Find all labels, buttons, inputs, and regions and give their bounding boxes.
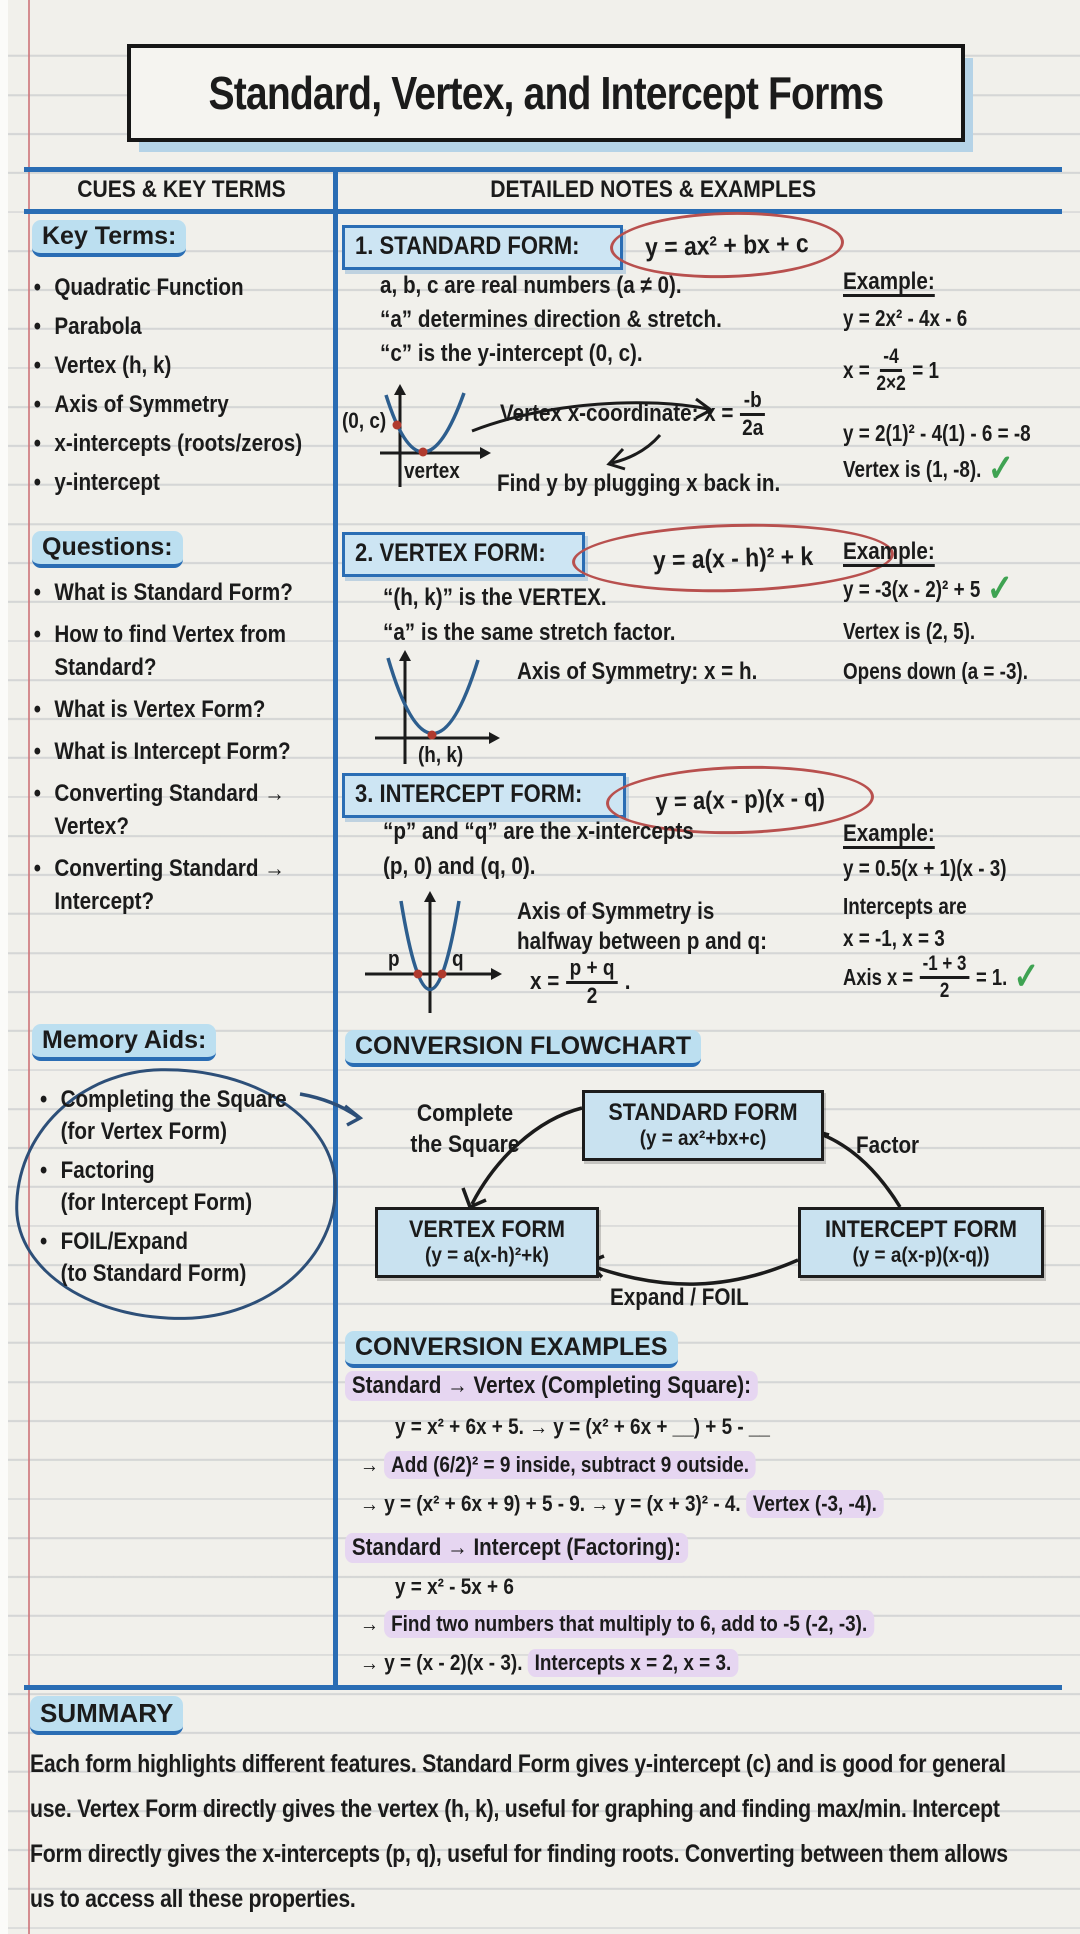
- example-equation: y = 2x² - 4x - 6: [843, 305, 968, 331]
- example-heading: Example:: [843, 820, 935, 847]
- intercept-note-line: (p, 0) and (q, 0).: [383, 853, 536, 880]
- page-title: Standard, Vertex, and Intercept Forms: [208, 67, 884, 119]
- fraction: $\frac{-b}{2a}$: [742, 387, 764, 440]
- standard-note-line: “a” determines direction & stretch.: [380, 306, 722, 333]
- title-box: [127, 44, 965, 142]
- standard-note-line: a, b, c are real numbers (a ≠ 0).: [380, 272, 682, 299]
- question-item: • Converting Standard → Vertex?: [32, 777, 316, 843]
- question-item: • What is Intercept Form?: [32, 735, 316, 768]
- key-term-item: • y-intercept: [32, 463, 302, 502]
- example-intercepts: x = -1, x = 3: [843, 925, 945, 951]
- standard-form-heading-box: 1. STANDARD FORM:: [342, 225, 623, 270]
- conversion-step: → y = (x² + 6x + 9) + 5 - 9. → y = (x + 3)² - 4. Vertex (-3, -4).: [360, 1491, 884, 1517]
- fraction: $\frac{-1 + 3}{2}$: [919, 952, 969, 1002]
- intercept-note-line: “p” and “q” are the x-intercepts: [383, 818, 694, 845]
- conversion-examples-heading: CONVERSION EXAMPLES: [345, 1333, 678, 1362]
- summary-divider-line: [24, 1685, 1062, 1690]
- conversion-example2-title: Standard → Intercept (Factoring):: [345, 1534, 688, 1562]
- intercept-formula: y = a(x - p)(x - q): [654, 783, 825, 816]
- vertex-label: vertex: [404, 458, 460, 483]
- p-intercept-label: p: [388, 946, 400, 971]
- vertex-note-line: “(h, k)” is the VERTEX.: [383, 584, 607, 611]
- example-conclusion-row: Vertex is (1, -8). ✓: [843, 448, 1015, 490]
- memory-aid-item: • FOIL/Expand (to Standard Form): [40, 1226, 287, 1290]
- question-item: • Converting Standard → Intercept?: [32, 852, 316, 918]
- conversion-step: → y = (x - 2)(x - 3). Intercepts x = 2, x = 3.: [360, 1650, 738, 1676]
- flowchart-edge-label-expand-foil: Expand / FOIL: [610, 1284, 749, 1311]
- questions-heading: Questions:: [32, 533, 183, 562]
- y-intercept-label: (0, c): [342, 408, 387, 433]
- summary-text: Each form highlights different features. Standard Form gives y-intercept (c) and is good for general use. Vertex Form directly gives the vertex (h, k), useful for graphing and finding max/min. Intercept Form directly gives the x-intercepts (p, q), useful for finding roots. Converting between them allows us to access all these properties.: [30, 1750, 1008, 1913]
- fraction: $\frac{p + q}{2}$: [566, 956, 618, 1008]
- standard-note-line: “c” is the y-intercept (0, c).: [380, 340, 643, 367]
- questions-list: [32, 576, 316, 927]
- example-axis-row: Axis x = $\frac{-1 + 3}{2}$ = 1. ✓: [843, 952, 1040, 1002]
- flowchart-edge-label-complete-square: Complete the Square: [410, 1100, 520, 1158]
- summary-heading: SUMMARY: [30, 1698, 183, 1729]
- column-divider-line: [333, 167, 338, 1690]
- fraction: $\frac{-4}{2\times 2}$: [876, 345, 906, 395]
- conversion-step: y = x² - 5x + 6: [395, 1574, 514, 1599]
- intercept-axis-formula-row: x = $\frac{p + q}{2}$ .: [530, 955, 631, 1008]
- example-direction: Opens down (a = -3).: [843, 658, 1028, 684]
- intercept-parabola-graph: [363, 893, 508, 1021]
- conversion-step: y = x² + 6x + 5. → y = (x² + 6x + __) + 5 - __: [395, 1414, 770, 1439]
- checkmark-icon: ✓: [986, 568, 1013, 610]
- example-x-calculation: x = $\frac{-4}{2\times 2}$ = 1: [843, 345, 940, 395]
- example-substitution: y = 2(1)² - 4(1) - 6 = -8: [843, 420, 1031, 446]
- q-intercept-label: q: [452, 946, 464, 971]
- memory-aids-list: [40, 1084, 287, 1297]
- column-header-notes: DETAILED NOTES & EXAMPLES: [490, 176, 816, 203]
- column-header-cues: CUES & KEY TERMS: [77, 176, 286, 203]
- memory-aids-heading: Memory Aids:: [32, 1026, 216, 1055]
- key-terms-heading: Key Terms:: [32, 222, 186, 251]
- checkmark-icon: ✓: [1013, 956, 1040, 999]
- page-edge: [0, 0, 8, 1934]
- conversion-step: → Add (6/2)² = 9 inside, subtract 9 outside.: [360, 1452, 756, 1478]
- flowchart-node-vertex: VERTEX FORM (y = a(x-h)²+k): [375, 1207, 599, 1278]
- example-intercepts: Intercepts are: [843, 893, 967, 919]
- standard-formula: y = ax² + bx + c: [644, 227, 810, 262]
- flowchart-node-intercept: INTERCEPT FORM (y = a(x-p)(x-q)): [798, 1207, 1044, 1278]
- flowchart-node-standard: STANDARD FORM (y = ax²+bx+c): [582, 1090, 824, 1161]
- vertex-axis-note: Axis of Symmetry: x = h.: [517, 658, 758, 685]
- key-term-item: • Axis of Symmetry: [32, 385, 302, 424]
- memory-aid-item: • Completing the Square (for Vertex Form): [40, 1084, 287, 1148]
- intercept-form-heading-box: 3. INTERCEPT FORM:: [342, 773, 626, 818]
- key-term-item: • Quadratic Function: [32, 268, 302, 307]
- header-divider-bottom: [24, 209, 1062, 214]
- find-y-note: Find y by plugging x back in.: [497, 470, 781, 497]
- question-item: • What is Standard Form?: [32, 576, 316, 609]
- vertex-form-heading-box: 2. VERTEX FORM:: [342, 532, 585, 577]
- memory-aid-item: • Factoring (for Intercept Form): [40, 1155, 287, 1219]
- vertex-x-coordinate-row: Vertex x-coordinate: x = $\frac{-b}{2a}$: [500, 387, 764, 440]
- notebook-margin-line: [28, 0, 30, 1934]
- standard-formula-circle: [609, 209, 845, 281]
- key-term-item: • Vertex (h, k): [32, 346, 302, 385]
- flowchart-edge-label-factor: Factor: [856, 1132, 920, 1159]
- intercept-axis-note: Axis of Symmetry is: [517, 898, 715, 925]
- key-term-item: • Parabola: [32, 307, 302, 346]
- intercept-axis-note: halfway between p and q:: [517, 928, 768, 955]
- key-terms-list: [32, 268, 302, 502]
- flowchart-heading: CONVERSION FLOWCHART: [345, 1032, 701, 1061]
- conversion-example1-title: Standard → Vertex (Completing Square):: [345, 1372, 758, 1400]
- example-conclusion: Vertex is (2, 5).: [843, 618, 976, 644]
- example-equation: y = 0.5(x + 1)(x - 3): [843, 855, 1007, 881]
- checkmark-icon: ✓: [987, 448, 1015, 490]
- header-divider-top: [24, 167, 1062, 172]
- vertex-point-label: (h, k): [418, 742, 464, 767]
- example-heading: Example:: [843, 538, 935, 565]
- vertex-note-line: “a” is the same stretch factor.: [383, 619, 676, 646]
- question-item: • How to find Vertex from Standard?: [32, 618, 316, 684]
- vertex-formula: y = a(x - h)² + k: [652, 540, 814, 575]
- example-heading: Example:: [843, 268, 935, 295]
- question-item: • What is Vertex Form?: [32, 693, 316, 726]
- conversion-step: → Find two numbers that multiply to 6, add to -5 (-2, -3).: [360, 1611, 874, 1637]
- example-equation-row: y = -3(x - 2)² + 5 ✓: [843, 568, 1013, 610]
- key-term-item: • x-intercepts (roots/zeros): [32, 424, 302, 463]
